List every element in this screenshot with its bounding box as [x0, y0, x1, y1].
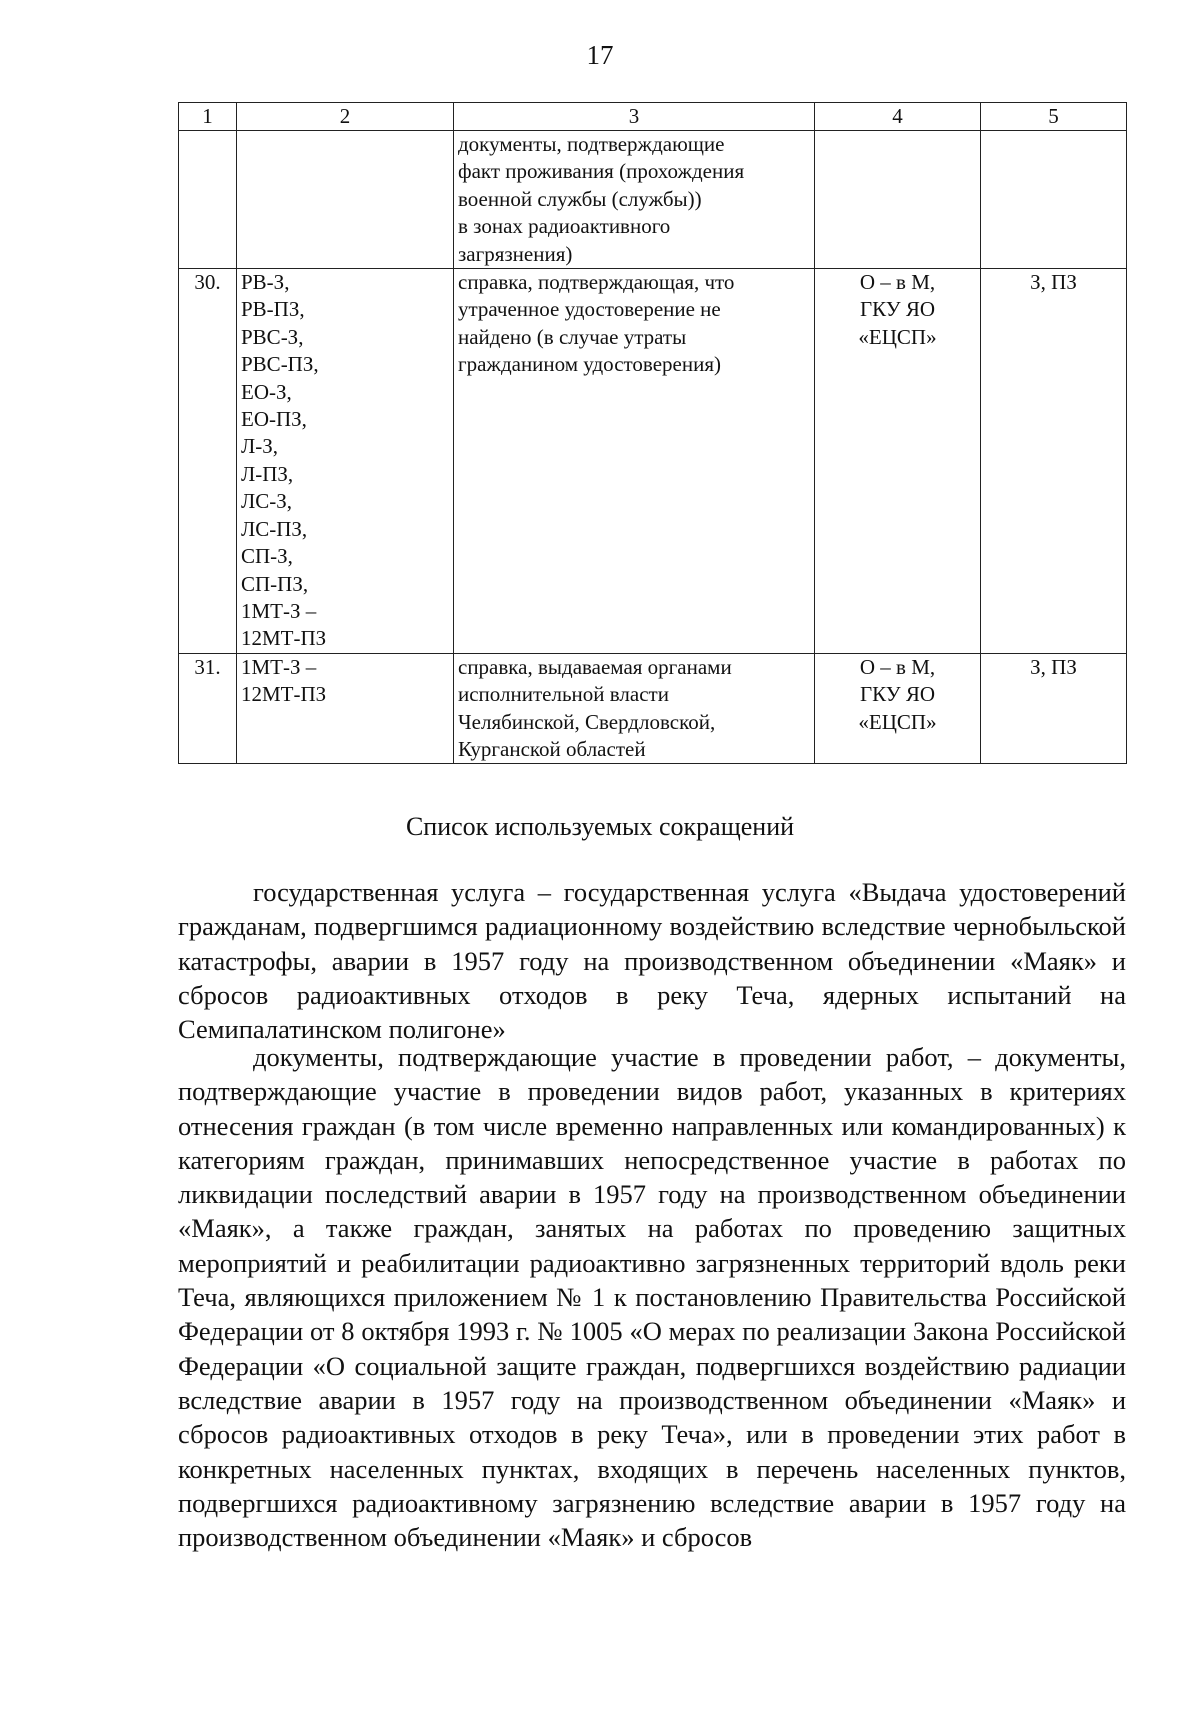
- cell-num: [179, 131, 237, 269]
- cell-source: О – в М, ГКУ ЯО «ЕЦСП»: [815, 269, 981, 654]
- cell-num: 30.: [179, 269, 237, 654]
- paragraph-service-definition: государственная услуга – государственная услуга «Выдача удостоверений гражданам, подвергшимся радиационному воздействию вследствие чернобыльской катастрофы, аварии в 1957 году на производственном объединении «Маяк» и сбросов радиоактивных отходов в реку Теча, ядерных испытаний на Семипалатинском полигоне»: [178, 877, 1126, 1045]
- document-table: [178, 102, 1127, 764]
- cell-codes: [237, 131, 454, 269]
- cell-source: О – в М, ГКУ ЯО «ЕЦСП»: [815, 653, 981, 764]
- table-row: [179, 269, 1127, 654]
- header-cell: 1: [179, 103, 237, 131]
- cell-stage: [981, 131, 1127, 269]
- cell-document: документы, подтверждающие факт проживания (прохождения военной службы (службы)) в зонах радиоактивного загрязнения): [454, 131, 815, 269]
- header-cell: 2: [237, 103, 454, 131]
- table-row: [179, 653, 1127, 764]
- header-cell: 4: [815, 103, 981, 131]
- cell-codes: 1МТ-З – 12МТ-ПЗ: [237, 653, 454, 764]
- table-header-row: [179, 103, 1127, 131]
- cell-source: [815, 131, 981, 269]
- table-row-continuation: [179, 131, 1127, 269]
- cell-document: справка, подтверждающая, что утраченное удостоверение не найдено (в случае утраты гражданином удостоверения): [454, 269, 815, 654]
- header-cell: 3: [454, 103, 815, 131]
- cell-stage: З, ПЗ: [981, 269, 1127, 654]
- page-number: 17: [586, 40, 614, 70]
- cell-stage: З, ПЗ: [981, 653, 1127, 764]
- abbreviations-title: Список используемых сокращений: [405, 812, 795, 841]
- cell-num: 31.: [179, 653, 237, 764]
- cell-document: справка, выдаваемая органами исполнительной власти Челябинской, Свердловской, Курганской областей: [454, 653, 815, 764]
- header-cell: 5: [981, 103, 1127, 131]
- cell-codes: РВ-З, РВ-ПЗ, РВС-З, РВС-ПЗ, ЕО-З, ЕО-ПЗ, Л-З, Л-ПЗ, ЛС-З, ЛС-ПЗ, СП-З, СП-ПЗ, 1МТ-З – 12МТ-ПЗ: [237, 269, 454, 654]
- paragraph-documents-definition: документы, подтверждающие участие в проведении работ, – документы, подтверждающие участие в проведении видов работ, указанных в критериях отнесения граждан (в том числе временно направленных или командированных) к категориям граждан, принимавших непосредственное участие в работах по ликвидации последствий аварии в 1957 году на производственном объединении «Маяк», а также граждан, занятых на работах по проведению защитных мероприятий и реабилитации радиоактивно загрязненных территорий вдоль реки Теча, являющихся приложением № 1 к постановлению Правительства Российской Федерации от 8 октября 1993 г. № 1005 «О мерах по реализации Закона Российской Федерации «О социальной защите граждан, подвергшихся воздействию радиации вследствие аварии в 1957 году на производственном объединении «Маяк» и сбросов радиоактивных отходов в реку Теча», или в проведении этих работ в конкретных населенных пунктах, входящих в перечень населенных пунктов, подвергшихся радиоактивному загрязнению вследствие аварии в 1957 году на производственном объединении «Маяк» и сбросов: [178, 1042, 1126, 1553]
